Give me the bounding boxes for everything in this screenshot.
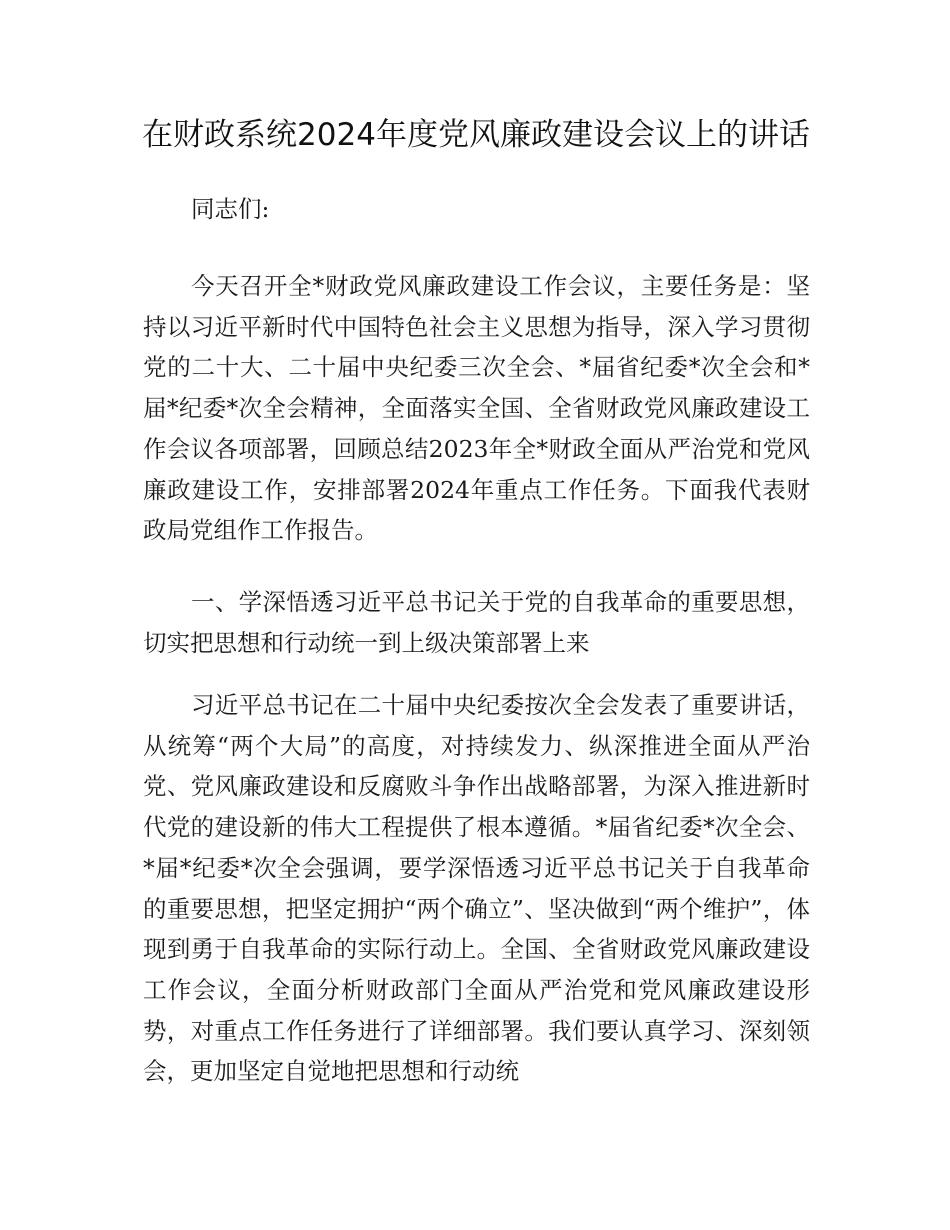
section-heading-1: 一、学深悟透习近平总书记关于党的自我革命的重要思想，切实把思想和行动统一到上级决策部署上来 [143, 588, 810, 657]
paragraph-section-1-body: 习近平总书记在二十届中央纪委按次全会发表了重要讲话，从统筹“两个大局”的高度，对持续发力、纵深推进全面从严治党、党风廉政建设和反腐败斗争作出战略部署，为深入推进新时代党的建设新的伟大工程提供了根本遵循。*届省纪委*次全会、*届*纪委*次全会强调，要学深悟透习近平总书记关于自我革命的重要思想，把坚定拥护“两个确立”、坚决做到“两个维护”，体现到勇于自我革命的实际行动上。全国、全省财政党风廉政建设工作会议，全面分析财政部门全面从严治党和党风廉政建设形势，对重点工作任务进行了详细部署。我们要认真学习、深刻领会，更加坚定自觉地把思想和行动统 [143, 691, 810, 1086]
greeting-line: 同志们: [191, 195, 270, 223]
document-title: 在财政系统2024年度党风廉政建设会议上的讲话 [142, 117, 810, 153]
paragraph-opening: 今天召开全*财政党风廉政建设工作会议，主要任务是：坚持以习近平新时代中国特色社会主义思想为指导，深入学习贯彻党的二十大、二十届中央纪委三次全会、*届省纪委*次全会和*届*纪委*次全会精神，全面落实全国、全省财政党风廉政建设工作会议各项部署，回顾总结2023年全*财政全面从严治党和党风廉政建设工作，安排部署2024年重点工作任务。下面我代表财政局党组作工作报告。 [143, 272, 810, 545]
